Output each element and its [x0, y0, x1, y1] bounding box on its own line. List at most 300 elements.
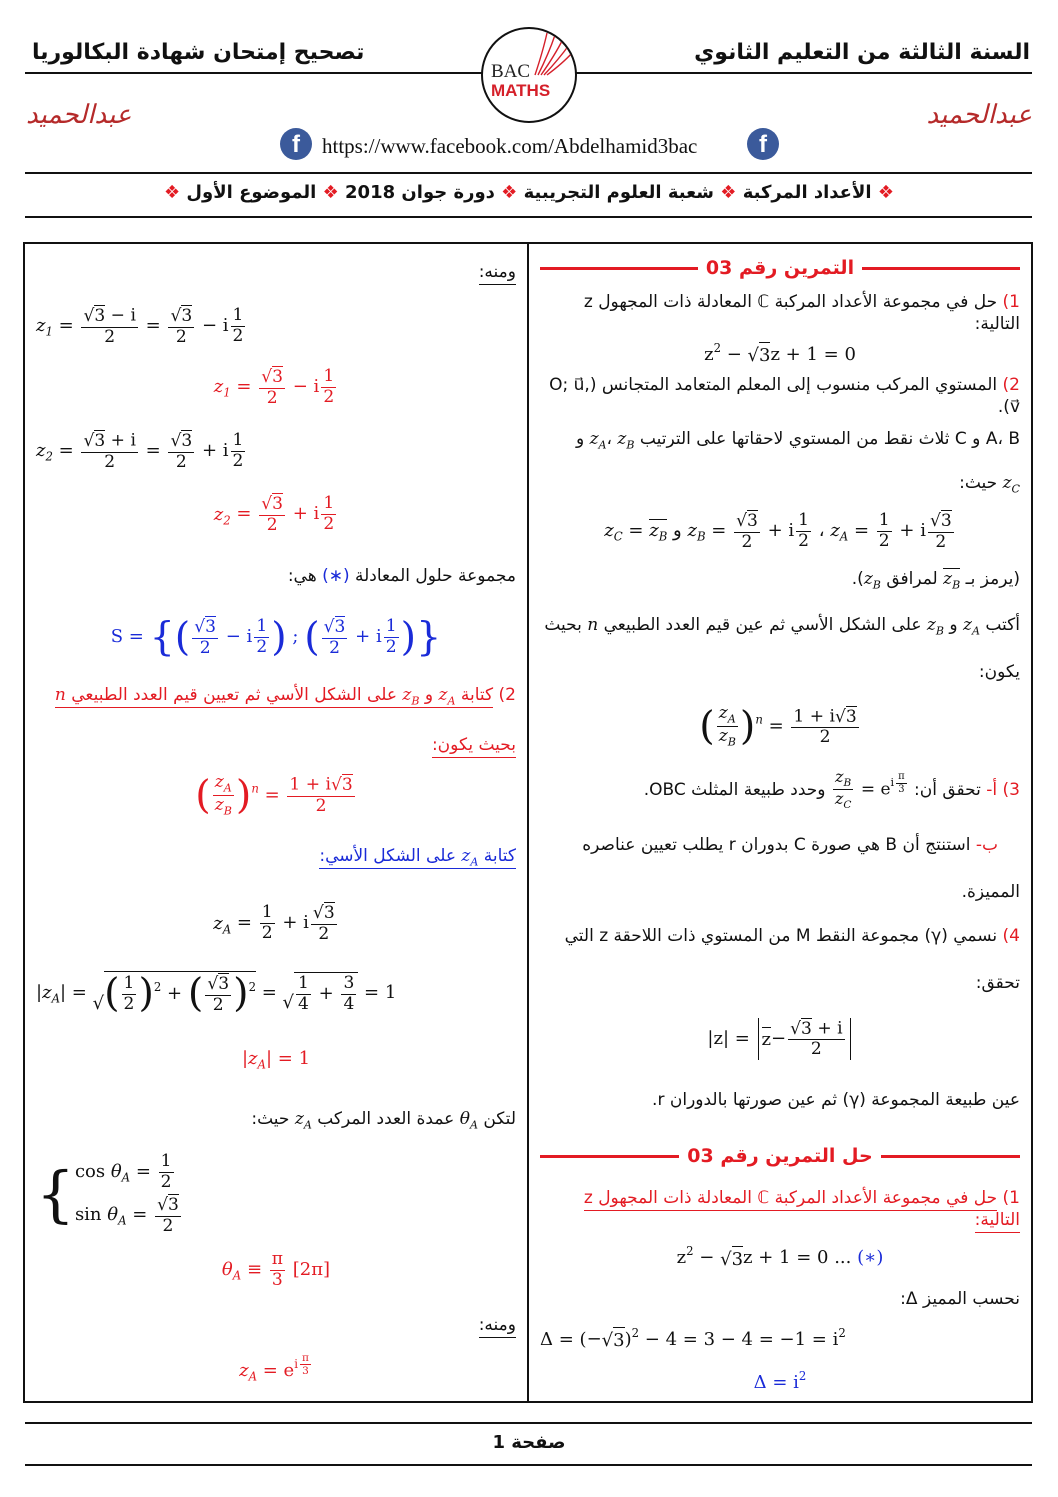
math-variable: $z_B$: [718, 726, 736, 749]
footer-rule: [25, 1422, 1032, 1424]
facebook-icon[interactable]: f: [747, 128, 779, 160]
fraction: [231, 431, 246, 471]
text-run: 3: [845, 706, 857, 727]
line-content: [36, 969, 396, 1017]
numerator: [300, 1352, 311, 1365]
math-variable: $\theta_A$: [459, 1108, 478, 1132]
math-line: [540, 1008, 1020, 1070]
system-row: [75, 1194, 183, 1236]
text-run: + i: [349, 626, 382, 648]
fraction: [270, 1250, 285, 1290]
logo-bac: BAC: [491, 61, 531, 82]
heading-text: التمرين رقم 03: [705, 256, 855, 279]
radical-sign-icon: √: [83, 305, 95, 326]
parenthesis-group: [174, 613, 287, 660]
text-run: ،: [813, 520, 831, 542]
conjugate: [649, 519, 668, 544]
text-run: + i: [196, 440, 229, 461]
text-run: −: [586, 1329, 602, 1351]
question-number: 1): [997, 1188, 1020, 1209]
denominator: [717, 727, 738, 749]
text-run: 2: [741, 531, 753, 552]
denominator: [159, 1173, 174, 1193]
text-run: 3: [218, 973, 230, 994]
subscript: B: [658, 529, 668, 544]
facebook-icon[interactable]: f: [280, 128, 312, 160]
subscript: 1: [45, 324, 53, 339]
subscript: A: [257, 1057, 266, 1072]
underlined-text: [479, 1315, 516, 1338]
denominator: [296, 995, 311, 1015]
text-run: ومنه:: [478, 261, 516, 282]
subscript: C: [843, 799, 852, 812]
subtitle-stream: شعبة العلوم التجريبية: [523, 182, 714, 203]
radicand: [732, 1246, 743, 1271]
radicand: [801, 1018, 812, 1040]
text-run: −: [693, 1247, 721, 1269]
radicand: [846, 706, 857, 728]
denominator: [896, 784, 907, 795]
bracket-content: [203, 973, 233, 1015]
bracket-content: [587, 1327, 625, 1352]
line-content: [242, 1045, 310, 1075]
line-content: [976, 972, 1020, 994]
text-run: 3: [613, 1330, 625, 1352]
math-variable: $z_A$: [294, 1108, 312, 1132]
math-variable: $z_A$: [963, 614, 980, 637]
radicand: [218, 973, 229, 995]
math-line: [36, 483, 516, 546]
text-run: =: [139, 315, 167, 336]
denominator: [833, 790, 854, 811]
close-bracket: ): [400, 613, 417, 660]
text-run: |z| =: [707, 1027, 756, 1049]
radical-sign-icon: √: [736, 511, 747, 532]
subscript: B: [696, 529, 706, 544]
text-run: + i: [287, 503, 320, 525]
radical-sign-icon: √: [312, 903, 324, 924]
line-content: [852, 568, 1020, 593]
text-run: حل في مجموعة الأعداد المركبة ℂ المعادلة ذات المجهول z التالية:: [583, 291, 1020, 334]
underlined-text: [432, 735, 516, 758]
radicand: [294, 972, 358, 1014]
numerator: [877, 511, 892, 532]
text-run: حيث:: [959, 473, 1003, 493]
numerator: [168, 305, 194, 328]
fraction: [192, 616, 218, 658]
text-run: (يرمز بـ: [960, 568, 1020, 589]
text-run: 2: [878, 530, 890, 551]
radical-sign-icon: √: [282, 991, 295, 1013]
system-rows: [75, 1152, 183, 1237]
text-run: +: [312, 983, 340, 1004]
radical-sign-icon: √: [170, 430, 182, 451]
line-content: [699, 702, 861, 751]
underlined-text: [584, 1188, 1020, 1233]
superscript: [294, 1352, 313, 1378]
diamond-icon: ❖: [322, 182, 339, 203]
text-line: [36, 824, 516, 890]
close-bracket: }: [416, 613, 442, 660]
math-variable: $z_A$: [42, 982, 61, 1006]
text-run: 3: [272, 494, 284, 515]
square-root: [720, 1246, 743, 1271]
text-line: [540, 604, 1020, 648]
square-root: [261, 493, 283, 515]
numerator: [270, 1250, 285, 1271]
text-run: أكتب: [979, 614, 1020, 635]
math-variable: $z_A$: [718, 703, 736, 726]
header-right-title: السنة الثالثة من التعليم الثانوي: [694, 40, 1030, 65]
math-line: [36, 1348, 516, 1390]
line-content: [36, 1150, 183, 1239]
close-bracket: ): [235, 771, 252, 818]
radicand: [94, 305, 105, 327]
superscript: [714, 341, 721, 355]
facebook-url-link[interactable]: https://www.facebook.com/Abdelhamid3bac: [322, 134, 698, 158]
numerator: [254, 617, 269, 638]
text-line: [540, 462, 1020, 507]
subscript: B: [223, 804, 232, 818]
parenthesis-group: [195, 773, 251, 818]
denominator: [287, 797, 354, 817]
text-run: 3: [181, 305, 193, 326]
numerator: [155, 1194, 181, 1217]
subscript: A: [598, 437, 607, 451]
heading-rule: [540, 267, 698, 270]
text-run: =: [139, 440, 167, 461]
bracket-content: [715, 704, 740, 749]
open-bracket: (: [304, 613, 320, 660]
numerator: [287, 774, 354, 797]
text-run: 2: [232, 450, 244, 471]
text-line: [540, 648, 1020, 696]
heading-rule: [540, 1155, 679, 1158]
math-line: [36, 1239, 516, 1302]
text-run: 2: [329, 638, 340, 658]
text-run: S =: [110, 626, 150, 648]
text-run: =: [52, 315, 80, 336]
text-run: 2: [686, 1244, 694, 1259]
radicand: [941, 510, 952, 532]
text-run: =: [126, 1204, 154, 1226]
line-content: [540, 1324, 846, 1355]
text-run: 1: [232, 304, 244, 325]
section-heading: [540, 1130, 1020, 1183]
fraction: [833, 768, 854, 812]
text-run: 3: [323, 903, 335, 924]
text-run: 2: [248, 979, 256, 994]
text-run: +: [161, 983, 188, 1004]
header-left-title: تصحيح إمتحان شهادة البكالوريا: [32, 40, 365, 65]
text-run: استنتج أن B هي صورة C بدوران r يطلب تعيين عناصره: [582, 835, 971, 856]
text-run: 1: [385, 616, 397, 637]
text-run: 1: [298, 972, 309, 993]
line-content: [195, 771, 357, 820]
text-run: المميزة.: [961, 881, 1020, 902]
math-variable: $z_A$: [589, 428, 607, 451]
text-run: تحقق:: [975, 972, 1020, 993]
text-line: [540, 291, 1020, 335]
logo-rays-icon: [533, 31, 573, 76]
text-run: −: [771, 1028, 787, 1050]
colored-text: [322, 566, 350, 586]
math-variable: $z_1$: [36, 315, 53, 339]
math-variable: $z_C$: [604, 520, 623, 544]
subscript: B: [935, 623, 944, 637]
text-run: | =: [60, 982, 93, 1003]
subscript: B: [626, 437, 635, 451]
text-run: حل في مجموعة الأعداد المركبة ℂ المعادلة ذات المجهول z التالية:: [583, 1188, 1020, 1231]
text-run: + i: [105, 430, 136, 451]
line-content: [582, 834, 1020, 856]
close-bracket: ): [138, 970, 154, 1017]
inline-math: [831, 768, 909, 812]
text-run: π: [301, 1352, 309, 1365]
subscript: A: [51, 991, 61, 1006]
numerator: [791, 706, 858, 729]
text-line: [540, 556, 1020, 604]
fraction: [168, 305, 194, 347]
math-variable: $z_A$: [239, 1360, 258, 1384]
fraction: [231, 306, 246, 346]
text-run: 2: [175, 451, 187, 472]
text-run: كتابة: [478, 845, 516, 866]
denominator: [321, 388, 336, 408]
text-run: عمدة العدد المركب: [311, 1108, 460, 1129]
line-content: [644, 768, 1020, 812]
text-run: ،: [606, 428, 618, 449]
close-bracket: ): [624, 1329, 632, 1351]
denominator: [322, 639, 348, 659]
math-variable: n: [755, 712, 763, 727]
diamond-icon: ❖: [877, 182, 894, 203]
subscript: A: [121, 1170, 131, 1185]
text-run: حيث:: [251, 1108, 295, 1129]
text-line: [540, 1280, 1020, 1318]
math-variable: $z_B$: [835, 766, 852, 789]
text-run: Δ = i: [753, 1372, 799, 1394]
text-run: 2: [935, 531, 947, 552]
text-run: 1: [323, 493, 335, 514]
bracket-content: [211, 773, 236, 818]
text-run: = e: [855, 778, 891, 799]
text-run: 2: [104, 451, 116, 472]
numerator: [833, 768, 854, 790]
numerator: [321, 494, 336, 515]
bac-maths-logo: [481, 27, 577, 123]
text-run: 3: [302, 1365, 309, 1378]
subscript: A: [222, 922, 232, 937]
numerator: [734, 510, 760, 533]
line-content: [540, 291, 1020, 335]
text-run: 3: [940, 511, 952, 532]
math-variable: $z_A$: [213, 912, 232, 937]
text-run: نحسب المميز Δ:: [900, 1288, 1020, 1309]
radicand: [342, 774, 353, 796]
text-run: 2: [838, 1325, 846, 1340]
subscript: 2: [223, 513, 231, 528]
question-number: ب-: [970, 835, 998, 856]
subtitle-session: دورة جوان 2018: [345, 182, 495, 203]
text-run: − i: [220, 626, 253, 648]
text-run: و: [575, 428, 590, 449]
text-run: 3: [759, 345, 771, 367]
radical-sign-icon: √: [170, 305, 182, 326]
fraction: [717, 704, 738, 749]
text-run: ).: [851, 568, 864, 589]
fraction: [322, 616, 348, 658]
line-content: [979, 661, 1020, 683]
radicand: [181, 305, 192, 327]
text-run: (∗): [857, 1247, 884, 1269]
numerator: [81, 305, 137, 328]
superscript: [799, 1369, 806, 1383]
page-number: صفحة 1: [492, 1432, 566, 1453]
diamond-icon: ❖: [164, 182, 181, 203]
math-line: [540, 1361, 1020, 1403]
question-number: 2): [493, 685, 516, 706]
text-run: 3: [167, 1195, 179, 1216]
math-line: [36, 419, 516, 483]
text-line: [540, 418, 1020, 462]
radicand: [181, 430, 192, 452]
underlined-text: [319, 846, 516, 869]
subscript: B: [872, 577, 881, 591]
fraction: [321, 367, 336, 407]
line-content: [652, 1089, 1020, 1111]
text-run: 3: [898, 783, 905, 795]
line-content: [214, 491, 338, 537]
square-root: [331, 774, 353, 796]
text-run: =: [762, 715, 790, 737]
parenthesis-group: [149, 613, 442, 660]
text-run: مجموعة حلول المعادلة: [349, 565, 516, 586]
text-run: z: [761, 1028, 772, 1050]
denominator: [341, 995, 356, 1015]
denominator: [270, 1271, 285, 1291]
fraction: [928, 510, 954, 552]
radical-sign-icon: √: [720, 1248, 732, 1270]
header-rule-left: [25, 72, 483, 74]
square-root: [313, 902, 335, 924]
square-root: [83, 430, 105, 452]
fraction: [205, 973, 231, 1015]
line-content: [239, 1350, 313, 1387]
logo-maths: MATHS: [491, 81, 551, 100]
numerator: [321, 367, 336, 388]
subscript: B: [843, 776, 852, 789]
fraction: [734, 510, 760, 552]
question-number: 1): [997, 291, 1020, 312]
square-root: [324, 616, 346, 638]
text-run: لتكن: [477, 1108, 516, 1129]
absolute-value: [758, 1018, 851, 1060]
fraction: [287, 774, 354, 816]
radical-sign-icon: √: [323, 617, 335, 638]
fraction: [259, 366, 285, 408]
text-run: A، B و C ثلاث نقط من المستوي لاحقاتها على الترتيب: [634, 428, 1020, 449]
text-run: و: [419, 685, 439, 706]
question-number: 2): [997, 374, 1020, 395]
text-run: 2: [819, 727, 831, 748]
denominator: [928, 533, 954, 553]
math-variable: $z_B$: [926, 614, 944, 637]
text-run: وحدد طبيعة المثلث OBC.: [643, 779, 831, 800]
square-root: [736, 510, 758, 532]
solution-column: [36, 247, 516, 1390]
line-content: [222, 1248, 330, 1292]
square-root: [790, 1018, 812, 1040]
system-row: [75, 1152, 183, 1192]
text-run: − i: [196, 315, 229, 336]
text-run: =: [705, 520, 733, 542]
text-line: [36, 724, 516, 767]
radical-sign-icon: √: [330, 775, 342, 796]
radical-sign-icon: √: [194, 617, 206, 638]
numerator: [788, 1018, 844, 1041]
math-line: [36, 297, 516, 355]
math-variable: $z_A$: [461, 845, 479, 869]
math-line: [36, 1150, 516, 1239]
radical-sign-icon: √: [92, 992, 105, 1014]
numerator: [168, 430, 194, 453]
text-run: بحيث: [544, 614, 588, 635]
text-line: [540, 821, 1020, 870]
square-root: [930, 510, 952, 532]
denominator: [254, 638, 269, 658]
parenthesis-group: [187, 970, 249, 1017]
math-line: [36, 355, 516, 419]
text-run: + i: [276, 912, 309, 934]
close-bracket: ): [233, 970, 249, 1017]
line-content: [111, 614, 442, 660]
subscript: B: [727, 735, 736, 749]
text-run: =: [52, 440, 80, 461]
radicand: [324, 902, 335, 924]
text-run: 3: [341, 775, 353, 796]
subscript: B: [411, 694, 420, 708]
text-run: كتابة: [455, 685, 494, 706]
numerator: [341, 974, 356, 995]
line-content: [479, 1314, 516, 1336]
text-run: يكون:: [978, 661, 1020, 682]
radicand: [205, 616, 216, 638]
math-line: [540, 696, 1020, 758]
square-root: [748, 342, 771, 367]
text-run: =: [256, 982, 283, 1003]
text-run: 1: [323, 365, 335, 386]
numerator: [260, 903, 275, 924]
math-variable: $z_B$: [617, 428, 635, 451]
text-run: 2: [175, 326, 187, 347]
square-root: [207, 973, 229, 995]
text-line: [540, 870, 1020, 914]
subscript: A: [727, 712, 736, 726]
diamond-icon: ❖: [720, 182, 737, 203]
math-variable: $z_2$: [36, 440, 53, 464]
math-variable: $z_B$: [687, 520, 706, 544]
line-content: [565, 925, 1020, 947]
subscript: A: [469, 1118, 478, 1132]
open-bracket: (: [174, 613, 191, 660]
text-run: على الشكل الأسي ثم تعيين قيم العدد الطبيعي: [65, 685, 403, 706]
header-rule-right: [575, 72, 1032, 74]
line-content: [959, 472, 1020, 497]
denominator: [168, 453, 194, 473]
text-run: + i: [893, 520, 926, 542]
math-line: [36, 606, 516, 669]
